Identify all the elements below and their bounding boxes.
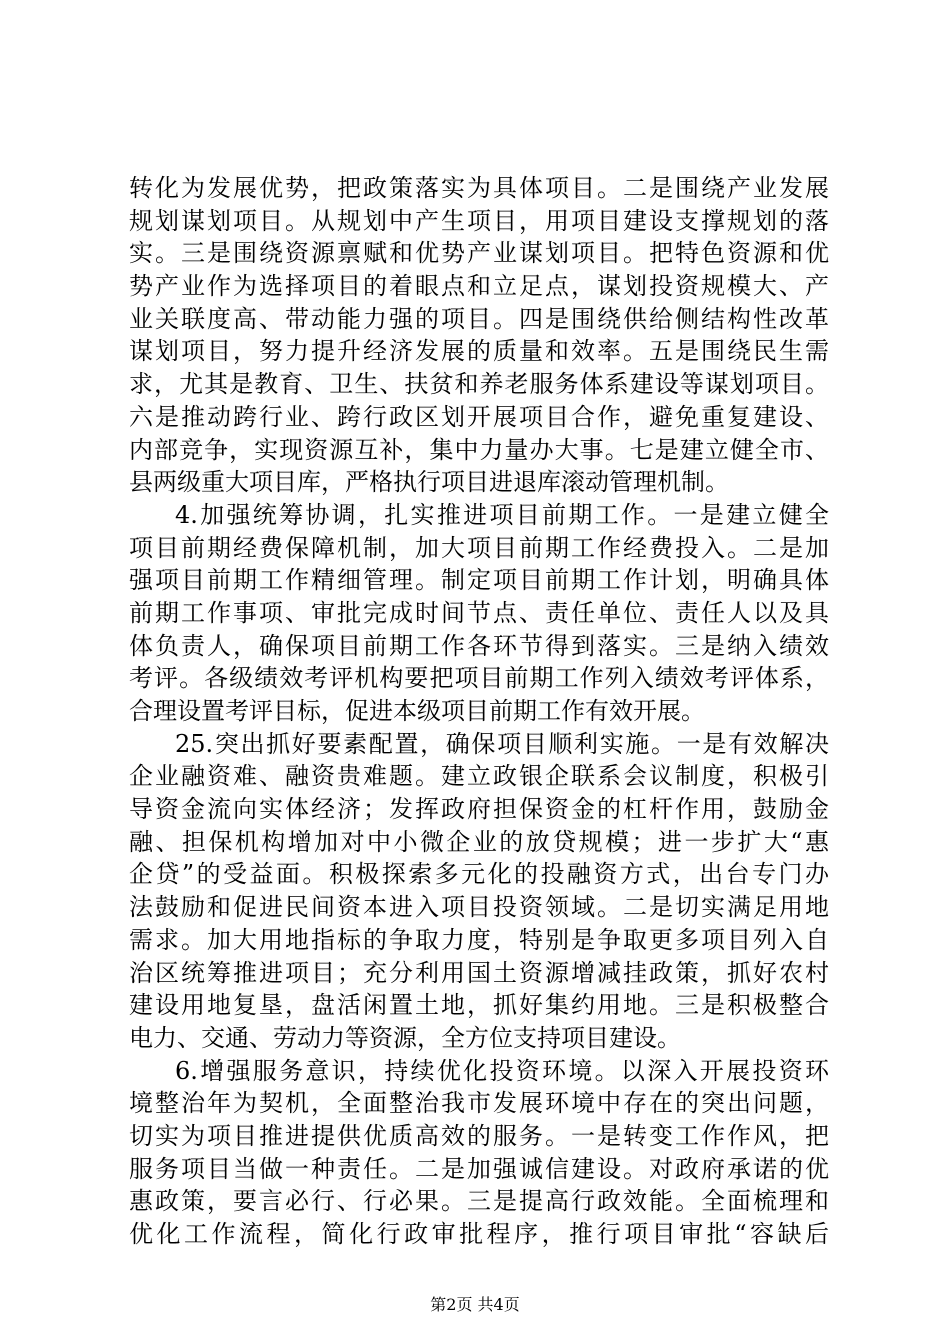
text-line: 强项目前期工作精细管理。制定项目前期工作计划，明确具体 xyxy=(129,566,829,595)
text-line: 切实为项目推进提供优质高效的服务。一是转变工作作风，把 xyxy=(129,1121,829,1150)
paragraph xyxy=(129,1055,829,1251)
text-line: 实。三是围绕资源禀赋和优势产业谋划项目。把特色资源和优 xyxy=(129,239,829,268)
text-line: 电力、交通、劳动力等资源，全方位支持项目建设。 xyxy=(129,1023,681,1052)
text-line: 4.加强统筹协调，扎实推进项目前期工作。一是建立健全 xyxy=(175,500,829,529)
text-line: 考评。各级绩效考评机构要把项目前期工作列入绩效考评体系， xyxy=(129,664,829,693)
text-line: 服务项目当做一种责任。二是加强诚信建设。对政府承诺的优 xyxy=(129,1154,829,1183)
text-line: 25.突出抓好要素配置，确保项目顺利实施。一是有效解决 xyxy=(175,729,829,758)
text-line: 内部竞争，实现资源互补，集中力量办大事。七是建立健全市、 xyxy=(129,435,829,464)
text-line: 优化工作流程，简化行政审批程序，推行项目审批“容缺后 xyxy=(129,1220,829,1248)
paragraph xyxy=(129,728,829,1055)
text-line: 前期工作事项、审批完成时间节点、责任单位、责任人以及具 xyxy=(129,598,829,627)
text-line: 势产业作为选择项目的着眼点和立足点，谋划投资规模大、产 xyxy=(129,272,829,301)
text-line: 治区统筹推进项目；充分利用国土资源增减挂政策，抓好农村 xyxy=(129,958,829,987)
text-line: 谋划项目，努力提升经济发展的质量和效率。五是围绕民生需 xyxy=(129,337,829,366)
text-line: 法鼓励和促进民间资本进入项目投资领域。二是切实满足用地 xyxy=(129,893,829,922)
text-line: 惠政策，要言必行、行必果。三是提高行政效能。全面梳理和 xyxy=(129,1187,829,1216)
text-line: 建设用地复垦，盘活闲置土地，抓好集约用地。三是积极整合 xyxy=(129,991,829,1020)
text-line: 导资金流向实体经济；发挥政府担保资金的杠杆作用，鼓励金 xyxy=(129,795,829,824)
text-line: 需求。加大用地指标的争取力度，特别是争取更多项目列入自 xyxy=(129,925,829,954)
text-line: 企贷”的受益面。积极探索多元化的投融资方式，出台专门办 xyxy=(129,860,829,889)
paragraph xyxy=(129,499,829,728)
text-line: 境整治年为契机，全面整治我市发展环境中存在的突出问题， xyxy=(129,1089,829,1118)
text-line: 六是推动跨行业、跨行政区划开展项目合作，避免重复建设、 xyxy=(129,402,829,431)
text-line: 转化为发展优势，把政策落实为具体项目。二是围绕产业发展 xyxy=(129,174,829,202)
page-footer: 第2页 共4页 xyxy=(430,1295,520,1314)
paragraph xyxy=(129,172,829,499)
text-line: 融、担保机构增加对中小微企业的放贷规模；进一步扩大“惠 xyxy=(129,827,829,856)
text-line: 县两级重大项目库，严格执行项目进退库滚动管理机制。 xyxy=(129,468,729,497)
text-line: 体负责人，确保项目前期工作各环节得到落实。三是纳入绩效 xyxy=(129,631,829,660)
text-line: 规划谋划项目。从规划中产生项目，用项目建设支撑规划的落 xyxy=(129,206,829,235)
text-line: 业关联度高、带动能力强的项目。四是围绕供给侧结构性改革 xyxy=(129,304,829,333)
text-line: 合理设置考评目标，促进本级项目前期工作有效开展。 xyxy=(129,697,705,725)
document-body xyxy=(129,172,829,1251)
text-line: 求，尤其是教育、卫生、扶贫和养老服务体系建设等谋划项目。 xyxy=(129,370,829,399)
text-line: 项目前期经费保障机制，加大项目前期工作经费投入。二是加 xyxy=(129,533,829,562)
text-line: 6.增强服务意识，持续优化投资环境。以深入开展投资环 xyxy=(175,1056,829,1085)
text-line: 企业融资难、融资贵难题。建立政银企联系会议制度，积极引 xyxy=(129,762,829,791)
